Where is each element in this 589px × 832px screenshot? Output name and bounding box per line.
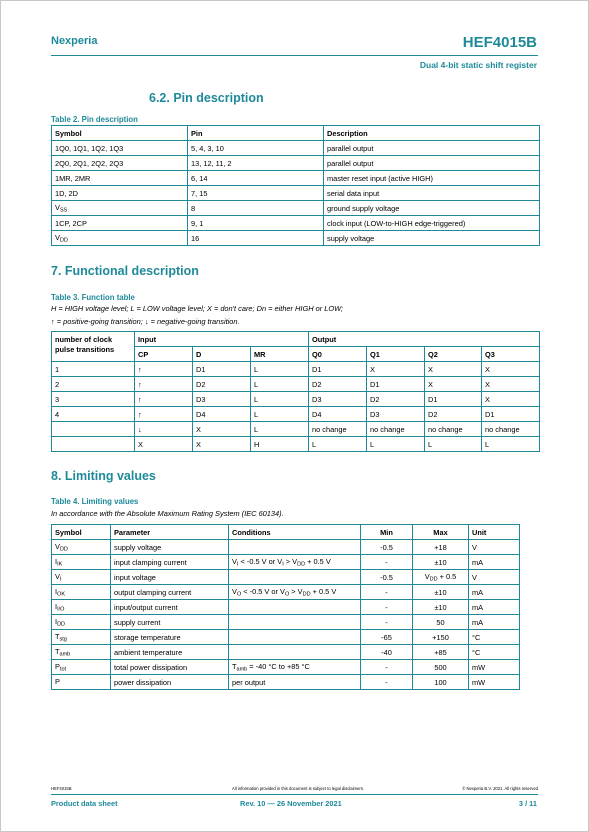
column-header-max: Max: [413, 525, 469, 540]
part-number: HEF4015B: [462, 34, 537, 51]
text-part: DD: [297, 561, 306, 568]
table-row: [52, 171, 540, 186]
min-cell: -: [361, 585, 413, 600]
symbol-subscript: stg: [59, 636, 67, 643]
mr-cell: L: [251, 422, 309, 437]
table-row: [52, 216, 540, 231]
d-cell: X: [193, 422, 251, 437]
clock-count-cell: 4: [52, 407, 135, 422]
clock-count-cell: 1: [52, 362, 135, 377]
table-row: [52, 186, 540, 201]
q1-cell: no change: [367, 422, 425, 437]
conditions-cell: [229, 585, 361, 600]
footer-revision: Rev. 10 — 26 November 2021: [240, 799, 342, 808]
column-header-symbol: Symbol: [52, 525, 111, 540]
symbol-cell: [52, 231, 188, 246]
clock-count-cell: [52, 437, 135, 452]
footer-document-type: Product data sheet: [51, 799, 118, 808]
table-row: [52, 630, 520, 645]
column-header-description: Description: [324, 126, 540, 141]
symbol-cell: [52, 540, 111, 555]
q3-cell: L: [482, 437, 540, 452]
q3-cell: X: [482, 392, 540, 407]
q1-cell: D1: [367, 377, 425, 392]
text-part: I: [282, 561, 284, 568]
table-row: [52, 437, 540, 452]
footer-disclaimer: All information provided in this document is subject to legal disclaimers.: [232, 786, 364, 791]
table-row: [52, 645, 520, 660]
cp-cell: ↑: [135, 362, 193, 377]
min-cell: -: [361, 555, 413, 570]
cp-cell: ↓: [135, 422, 193, 437]
column-header-clock-transitions: number of clock pulse transitions: [52, 332, 135, 362]
symbol-subscript: DD: [59, 237, 68, 244]
min-cell: -65: [361, 630, 413, 645]
symbol-subscript: I/O: [57, 606, 65, 613]
unit-cell: mA: [469, 600, 520, 615]
text-part: DD: [429, 576, 438, 583]
table-row: [52, 377, 540, 392]
header-divider: [51, 55, 538, 56]
parameter-cell: total power dissipation: [111, 660, 229, 675]
symbol-cell: [52, 645, 111, 660]
parameter-cell: input voltage: [111, 570, 229, 585]
symbol-letter: I: [55, 601, 58, 611]
max-cell: ±10: [413, 600, 469, 615]
description-cell: serial data input: [324, 186, 540, 201]
parameter-cell: supply voltage: [111, 540, 229, 555]
text-part: I: [236, 561, 239, 568]
column-header-d: D: [193, 347, 251, 362]
column-header-q1: Q1: [367, 347, 425, 362]
symbol-letter: I: [55, 616, 58, 626]
table-row: [52, 660, 520, 675]
footer-copyright: © Nexperia B.V. 2021. All rights reserved: [462, 786, 538, 791]
symbol-cell: [52, 555, 111, 570]
column-header-conditions: Conditions: [229, 525, 361, 540]
unit-cell: mA: [469, 615, 520, 630]
clock-count-cell: 3: [52, 392, 135, 407]
q0-cell: D4: [309, 407, 367, 422]
text-part: DD: [302, 591, 311, 598]
table-row: [52, 675, 520, 690]
table-row: [52, 392, 540, 407]
table-caption-pin-description: Table 2. Pin description: [51, 115, 138, 124]
d-cell: X: [193, 437, 251, 452]
parameter-cell: power dissipation: [111, 675, 229, 690]
min-cell: -0.5: [361, 540, 413, 555]
min-cell: -: [361, 600, 413, 615]
unit-cell: V: [469, 570, 520, 585]
max-cell: +18: [413, 540, 469, 555]
symbol-cell: [52, 675, 111, 690]
conditions-cell: [229, 630, 361, 645]
min-cell: -0.5: [361, 570, 413, 585]
symbol-cell: 1CP, 2CP: [52, 216, 188, 231]
text-part: > V: [289, 586, 303, 596]
max-cell: 100: [413, 675, 469, 690]
text-part: T: [232, 661, 237, 671]
unit-cell: mA: [469, 585, 520, 600]
symbol-letter: V: [55, 571, 60, 581]
description-cell: parallel output: [324, 141, 540, 156]
text-part: V: [232, 586, 237, 596]
table-row: [52, 585, 520, 600]
description-cell: master reset input (active HIGH): [324, 171, 540, 186]
text-part: O: [236, 591, 242, 598]
pin-cell: 9, 1: [188, 216, 324, 231]
q0-cell: D3: [309, 392, 367, 407]
q0-cell: D1: [309, 362, 367, 377]
d-cell: D1: [193, 362, 251, 377]
section-heading-functional-description: 7. Functional description: [51, 264, 199, 278]
d-cell: D4: [193, 407, 251, 422]
column-group-input: Input: [135, 332, 309, 347]
table-row: [52, 422, 540, 437]
column-header-parameter: Parameter: [111, 525, 229, 540]
q2-cell: X: [425, 362, 482, 377]
unit-cell: °C: [469, 630, 520, 645]
table-row: [52, 407, 540, 422]
table-row: [52, 555, 520, 570]
table-caption-limiting-values: Table 4. Limiting values: [51, 497, 139, 506]
text-part: = -40 °C to +85 °C: [247, 661, 310, 671]
symbol-letter: V: [55, 232, 60, 242]
unit-cell: V: [469, 540, 520, 555]
table-row: [52, 141, 540, 156]
max-cell: 500: [413, 660, 469, 675]
symbol-letter: I: [55, 586, 58, 596]
symbol-cell: 1D, 2D: [52, 186, 188, 201]
q3-cell: D1: [482, 407, 540, 422]
q3-cell: X: [482, 377, 540, 392]
q1-cell: L: [367, 437, 425, 452]
table-caption-function-table: Table 3. Function table: [51, 293, 135, 302]
text-part: V: [424, 571, 430, 581]
clock-count-cell: 2: [52, 377, 135, 392]
text-part: + 0.5: [437, 571, 457, 581]
symbol-cell: [52, 585, 111, 600]
column-header-min: Min: [361, 525, 413, 540]
symbol-cell: [52, 660, 111, 675]
pin-cell: 13, 12, 11, 2: [188, 156, 324, 171]
footer-divider: [51, 794, 538, 795]
text-part: < -0.5 V or V: [241, 586, 285, 596]
symbol-cell: [52, 600, 111, 615]
symbol-subscript: OK: [57, 591, 66, 598]
parameter-cell: input/output current: [111, 600, 229, 615]
unit-cell: mW: [469, 675, 520, 690]
pin-cell: 6, 14: [188, 171, 324, 186]
max-cell: 50: [413, 615, 469, 630]
limiting-values-table: [51, 524, 520, 690]
symbol-cell: 2Q0, 2Q1, 2Q2, 2Q3: [52, 156, 188, 171]
q1-cell: D2: [367, 392, 425, 407]
symbol-subscript: SS: [59, 207, 68, 214]
section-heading-pin-description: 6.2. Pin description: [149, 91, 264, 105]
symbol-cell: 1Q0, 1Q1, 1Q2, 1Q3: [52, 141, 188, 156]
function-table-note-line2: ↑ = positive-going transition; ↓ = negative-going transition.: [51, 317, 240, 326]
q2-cell: D1: [425, 392, 482, 407]
mr-cell: L: [251, 407, 309, 422]
column-header-q0: Q0: [309, 347, 367, 362]
footer-page-number: 3 / 11: [518, 799, 537, 808]
q1-cell: X: [367, 362, 425, 377]
q2-cell: no change: [425, 422, 482, 437]
text-part: > V: [283, 556, 298, 566]
column-header-cp: CP: [135, 347, 193, 362]
symbol-subscript: DD: [57, 621, 66, 628]
q0-cell: no change: [309, 422, 367, 437]
symbol-cell: [52, 201, 188, 216]
mr-cell: L: [251, 392, 309, 407]
parameter-cell: supply current: [111, 615, 229, 630]
table-row: [52, 600, 520, 615]
description-cell: ground supply voltage: [324, 201, 540, 216]
table-row: [52, 231, 540, 246]
min-cell: -: [361, 660, 413, 675]
d-cell: D3: [193, 392, 251, 407]
symbol-subscript: DD: [59, 546, 68, 553]
pin-cell: 8: [188, 201, 324, 216]
conditions-cell: [229, 540, 361, 555]
cp-cell: X: [135, 437, 193, 452]
table-row: [52, 570, 520, 585]
conditions-cell: [229, 660, 361, 675]
symbol-letter: V: [55, 202, 60, 212]
symbol-cell: [52, 630, 111, 645]
max-cell: +85: [413, 645, 469, 660]
conditions-cell: [229, 570, 361, 585]
d-cell: D2: [193, 377, 251, 392]
text-part: amb: [236, 666, 248, 673]
q1-cell: D3: [367, 407, 425, 422]
parameter-cell: storage temperature: [111, 630, 229, 645]
column-header-mr: MR: [251, 347, 309, 362]
table-row: [52, 362, 540, 377]
cp-cell: ↑: [135, 392, 193, 407]
q2-cell: X: [425, 377, 482, 392]
parameter-cell: input clamping current: [111, 555, 229, 570]
max-cell: ±10: [413, 585, 469, 600]
column-header-q2: Q2: [425, 347, 482, 362]
symbol-letter: V: [55, 541, 60, 551]
conditions-cell: [229, 600, 361, 615]
pin-description-table: [51, 125, 540, 246]
function-table-note-line1: H = HIGH voltage level; L = LOW voltage level; X = don't care; Dn = either HIGH or LOW;: [51, 304, 344, 313]
symbol-subscript: IK: [57, 561, 63, 568]
max-cell: +150: [413, 630, 469, 645]
symbol-cell: [52, 570, 111, 585]
symbol-subscript: I: [59, 576, 62, 583]
parameter-cell: ambient temperature: [111, 645, 229, 660]
q0-cell: L: [309, 437, 367, 452]
q3-cell: no change: [482, 422, 540, 437]
unit-cell: °C: [469, 645, 520, 660]
document-subtitle: Dual 4-bit static shift register: [419, 60, 537, 70]
description-cell: parallel output: [324, 156, 540, 171]
symbol-cell: [52, 615, 111, 630]
symbol-subscript: amb: [59, 651, 71, 658]
symbol-letter: P: [55, 661, 60, 671]
symbol-letter: I: [55, 556, 58, 566]
table-row: [52, 615, 520, 630]
limiting-values-note: In accordance with the Absolute Maximum Rating System (IEC 60134).: [51, 509, 284, 518]
q3-cell: X: [482, 362, 540, 377]
description-cell: clock input (LOW-to-HIGH edge-triggered): [324, 216, 540, 231]
max-cell: [413, 570, 469, 585]
description-cell: supply voltage: [324, 231, 540, 246]
mr-cell: H: [251, 437, 309, 452]
clock-count-cell: [52, 422, 135, 437]
cp-cell: ↑: [135, 377, 193, 392]
conditions-cell: per output: [229, 675, 361, 690]
column-header-unit: Unit: [469, 525, 520, 540]
symbol-subscript: tot: [59, 666, 67, 673]
min-cell: -40: [361, 645, 413, 660]
min-cell: -: [361, 615, 413, 630]
conditions-cell: [229, 615, 361, 630]
parameter-cell: output clamping current: [111, 585, 229, 600]
q2-cell: L: [425, 437, 482, 452]
mr-cell: L: [251, 362, 309, 377]
section-heading-limiting-values: 8. Limiting values: [51, 469, 156, 483]
column-group-output: Output: [309, 332, 540, 347]
text-part: V: [232, 556, 237, 566]
min-cell: -: [361, 675, 413, 690]
unit-cell: mW: [469, 660, 520, 675]
unit-cell: mA: [469, 555, 520, 570]
symbol-letter: T: [55, 646, 60, 656]
symbol-letter: P: [55, 676, 60, 686]
mr-cell: L: [251, 377, 309, 392]
max-cell: ±10: [413, 555, 469, 570]
conditions-cell: [229, 555, 361, 570]
q0-cell: D2: [309, 377, 367, 392]
conditions-cell: [229, 645, 361, 660]
cp-cell: ↑: [135, 407, 193, 422]
pin-cell: 7, 15: [188, 186, 324, 201]
pin-cell: 16: [188, 231, 324, 246]
pin-cell: 5, 4, 3, 10: [188, 141, 324, 156]
q2-cell: D2: [425, 407, 482, 422]
footer-doc-id: HEF4015B: [51, 786, 72, 791]
table-row: [52, 201, 540, 216]
symbol-letter: T: [55, 631, 60, 641]
symbol-cell: 1MR, 2MR: [52, 171, 188, 186]
text-part: < -0.5 V or V: [238, 556, 283, 566]
column-header-pin: Pin: [188, 126, 324, 141]
text-part: + 0.5 V: [310, 586, 337, 596]
column-header-q3: Q3: [482, 347, 540, 362]
text-part: O: [284, 591, 290, 598]
function-table: [51, 331, 540, 452]
company-name: Nexperia: [51, 35, 98, 47]
table-row: [52, 156, 540, 171]
text-part: + 0.5 V: [305, 556, 331, 566]
table-row: [52, 540, 520, 555]
column-header-symbol: Symbol: [52, 126, 188, 141]
